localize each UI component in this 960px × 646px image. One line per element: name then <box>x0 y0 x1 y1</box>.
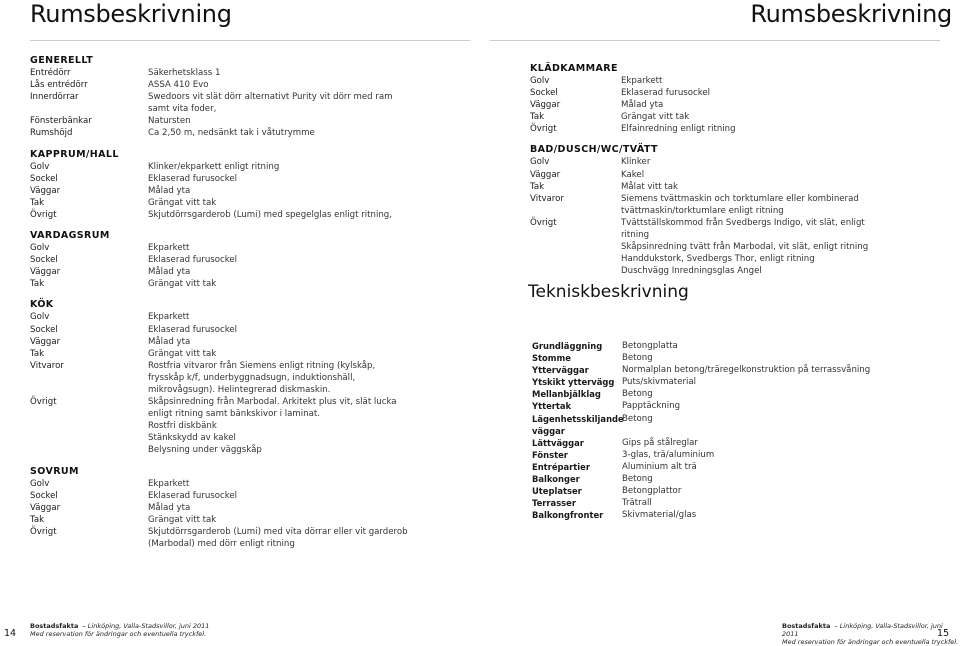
spec-label: Tak <box>30 514 45 525</box>
spec-label: Väggar <box>30 336 61 347</box>
tech-section-title: Tekniskbeskrivning <box>528 282 689 302</box>
spec-row-vitvaror <box>30 360 450 396</box>
spec-label: Golv <box>30 161 50 172</box>
spec-row-innerdorrar <box>30 91 450 115</box>
spec-row-las-entredorr <box>30 79 450 91</box>
spec-label: Tak <box>30 279 45 290</box>
spec-value: Ekparkett <box>148 312 190 323</box>
spec-label: Vitvaror <box>530 193 564 204</box>
spec-value: Aluminium alt trä <box>622 461 697 472</box>
spec-value: 3-glas, trä/aluminium <box>622 449 715 460</box>
spec-row-ovrigt <box>530 217 950 277</box>
spec-value: Eklaserad furusockel <box>621 88 711 99</box>
spec-row-sockel <box>530 87 950 99</box>
spec-value: Betongplatta <box>622 341 678 351</box>
spec-label: Yttertak <box>532 401 572 412</box>
spec-value: Målad yta <box>148 336 191 347</box>
spec-row-sockel <box>30 254 450 266</box>
spec-value: Siemens tvättmaskin och torktumlare eller kombinerad tvättmaskin/torktumlare enligt ritning <box>621 193 859 216</box>
spec-label: Balkongfronter <box>532 510 604 521</box>
spec-value: Skåpsinredning från Marbodal. Arkitekt plus vit, slät lucka enligt ritning samt bänkskivor i laminat. Rostfri diskbänk Stänkskydd av kakel Belysning under väggskåp <box>148 397 397 456</box>
section-heading: GENERELLT <box>30 55 94 66</box>
page-title-right: Rumsbeskrivning <box>750 0 952 28</box>
spec-row-ytskikt-yttervagg <box>532 376 952 388</box>
spec-row-golv <box>30 478 450 490</box>
section-gap <box>30 290 450 299</box>
spec-value: Säkerhetsklass 1 <box>148 68 221 78</box>
spec-label: Golv <box>30 312 50 323</box>
spec-value: Skjutdörrsgarderob (Lumi) med spegelglas enligt ritning, <box>148 209 392 220</box>
spec-value: Ekparkett <box>148 243 190 254</box>
spec-value: Puts/skivmaterial <box>622 377 697 388</box>
spec-row-entrepartier <box>532 461 952 473</box>
spec-row-tak <box>530 181 950 193</box>
spec-row-tak <box>30 348 450 360</box>
section-heading: SOVRUM <box>30 465 79 477</box>
spec-label: Vitvaror <box>30 360 64 371</box>
section-heading: KLÄDKAMMARE <box>530 63 618 74</box>
spec-row-golv <box>30 161 450 173</box>
tech-spec-list <box>532 340 952 521</box>
spec-value: Betong <box>622 389 653 400</box>
spec-value: Målad yta <box>621 100 664 111</box>
spec-label: Ytskikt yttervägg <box>532 377 615 388</box>
header-divider-right <box>490 40 940 41</box>
spec-value: Ca 2,50 m, nedsänkt tak i våtutrymme <box>148 128 315 139</box>
spec-row-vaggar <box>30 185 450 197</box>
spec-label: Väggar <box>30 502 61 513</box>
footer-note: Med reservation för ändringar och eventuella tryckfel. <box>782 638 959 646</box>
spec-label: Grundläggning <box>532 341 603 351</box>
spec-label: Tak <box>30 348 45 359</box>
header-divider-left <box>30 40 470 41</box>
section-sovrum <box>30 466 450 551</box>
spec-row-ovrigt <box>530 123 950 135</box>
spec-row-golv <box>30 242 450 254</box>
spec-value: Målad yta <box>148 185 191 196</box>
spec-value: Skjutdörrsgarderob (Lumi) med vita dörrar eller vit garderob (Marbodal) med dörr enligt ritning <box>148 526 408 549</box>
spec-row-vaggar <box>530 99 950 111</box>
spec-row-sockel <box>30 324 450 336</box>
section-gap <box>30 140 450 149</box>
spec-value: Betong <box>622 353 653 364</box>
spec-label: Golv <box>530 76 550 86</box>
spec-label: Tak <box>30 197 45 208</box>
spec-row-tak <box>30 514 450 526</box>
spec-row-stomme <box>532 352 952 364</box>
spec-label: Sockel <box>30 490 58 501</box>
spec-row-golv <box>530 156 950 168</box>
spec-row-balkonger <box>532 473 952 485</box>
spec-value: Grängat vitt tak <box>148 197 217 208</box>
spec-label: Övrigt <box>530 124 557 135</box>
section-kladkammare <box>530 63 950 135</box>
spec-label: Balkonger <box>532 474 580 485</box>
spec-value: Målat vitt tak <box>621 181 678 192</box>
footer-left <box>30 622 209 638</box>
section-gap <box>30 221 450 230</box>
spec-label: Golv <box>30 478 50 489</box>
footer-place: – Linköping, Valla-Stadsvillor, juni 2011 <box>82 622 210 630</box>
spec-label: Innerdörrar <box>30 92 79 103</box>
page-number-left: 14 <box>4 628 17 639</box>
spec-value: Betong <box>622 474 653 485</box>
spec-value: Rostfria vitvaror från Siemens enligt ritning (kylskåp, frysskåp k/f, underbyggnadsugn, induktionshäll, mikrovågsugn). Helintegrerad diskmaskin. <box>148 360 376 395</box>
spec-label: Entrépartier <box>532 461 590 472</box>
spec-label: Golv <box>30 243 50 254</box>
spec-label: Väggar <box>30 185 61 196</box>
footer-note: Med reservation för ändringar och eventuella tryckfel. <box>30 630 207 638</box>
spec-row-yttervaggar <box>532 364 952 376</box>
spec-label: Övrigt <box>30 397 57 408</box>
spec-row-sockel <box>30 173 450 185</box>
spec-label: Stomme <box>532 353 571 364</box>
spec-label: Rumshöjd <box>30 128 73 139</box>
spec-row-lagenhetsskiljande-vaggar <box>532 413 952 437</box>
footer-brand: Bostadsfakta <box>782 622 831 630</box>
spec-label: Sockel <box>30 324 58 335</box>
spec-row-grundlaggning <box>532 340 952 352</box>
spec-row-vaggar <box>530 169 950 181</box>
spec-value: Papptäckning <box>622 401 681 412</box>
section-heading: KÖK <box>30 299 54 311</box>
spec-value: Ekparkett <box>621 76 663 86</box>
spec-label: Sockel <box>530 88 558 99</box>
section-heading: VARDAGSRUM <box>30 230 110 242</box>
section-heading: KAPPRUM/HALL <box>30 148 119 160</box>
spec-value: Betongplattor <box>622 486 682 497</box>
spec-value: Eklaserad furusockel <box>148 324 238 335</box>
spec-row-ovrigt <box>30 396 450 456</box>
spec-row-yttertak <box>532 400 952 412</box>
spec-value: Normalplan betong/träregelkonstruktion på terrassvåning <box>622 365 871 376</box>
spec-label: Ytterväggar <box>532 365 589 376</box>
spec-row-golv <box>30 311 450 323</box>
spec-row-tak <box>530 111 950 123</box>
section-heading: BAD/DUSCH/WC/TVÄTT <box>530 144 658 156</box>
spec-label: Väggar <box>530 169 561 180</box>
spec-row-ovrigt <box>30 526 450 550</box>
spec-value: Betong <box>622 413 653 424</box>
spec-row-tak <box>30 278 450 290</box>
spec-row-sockel <box>30 490 450 502</box>
spec-row-vaggar <box>30 266 450 278</box>
page-number-right: 15 <box>937 628 950 639</box>
spec-value: Ekparkett <box>148 478 190 489</box>
spec-label: Lägenhetsskiljande väggar <box>532 413 624 436</box>
spec-label: Övrigt <box>530 217 557 228</box>
spec-value: Målad yta <box>148 502 191 513</box>
spec-row-tak <box>30 197 450 209</box>
spec-label: Golv <box>530 157 550 168</box>
section-gap <box>30 457 450 466</box>
spec-value: Grängat vitt tak <box>621 112 690 123</box>
section-vardagsrum <box>30 230 450 290</box>
spec-row-golv <box>530 75 950 87</box>
spec-value: Klinker/ekparkett enligt ritning <box>148 161 280 172</box>
spec-value: Kakel <box>621 169 645 180</box>
spec-row-vitvaror <box>530 193 950 217</box>
spec-label: Lås entrédörr <box>30 80 88 91</box>
spec-value: Målad yta <box>148 267 191 278</box>
footer-right <box>782 622 960 646</box>
spec-label: Tak <box>530 112 545 123</box>
spec-row-fonsterbankar <box>30 115 450 127</box>
spec-value: Eklaserad furusockel <box>148 490 238 501</box>
footer-place: – Linköping, Valla-Stadsvillor, juni 2011 <box>782 622 943 638</box>
section-kapprum-hall <box>30 149 450 221</box>
spec-value: Natursten <box>148 116 191 127</box>
section-gap <box>530 135 950 144</box>
spec-label: Sockel <box>30 255 58 266</box>
room-description-right-column <box>530 63 950 277</box>
spec-row-ovrigt <box>30 209 450 221</box>
spec-value: Grängat vitt tak <box>148 279 217 290</box>
spec-value: Swedoors vit slät dörr alternativt Purity vit dörr med ram samt vita foder, <box>148 92 393 115</box>
spec-value: Elfainredning enligt ritning <box>621 124 736 135</box>
spec-value: Klinker <box>621 157 651 168</box>
spec-label: Uteplatser <box>532 486 582 497</box>
spec-label: Fönsterbänkar <box>30 116 92 127</box>
spec-row-mellanbjalklag <box>532 388 952 400</box>
spec-label: Mellanbjälklag <box>532 389 601 400</box>
footer-brand: Bostadsfakta <box>30 622 79 630</box>
spec-label: Tak <box>530 181 545 192</box>
spec-label: Fönster <box>532 449 568 460</box>
spec-value: Tvättställskommod från Svedbergs Indigo, vit slät, enligt ritning Skåpsinredning tvätt från Marbodal, vit slät, enligt ritning Handdukstork, Svedbergs Thor, enligt ritning Duschvägg Inredningsglas Angel <box>621 217 869 277</box>
spec-value: Eklaserad furusockel <box>148 173 238 184</box>
room-description-left-column <box>30 55 450 550</box>
spec-row-uteplatser <box>532 485 952 497</box>
spec-value: Skivmaterial/glas <box>622 510 697 521</box>
spec-value: Grängat vitt tak <box>148 348 217 359</box>
spec-label: Väggar <box>530 100 561 111</box>
spec-row-rumshojd <box>30 127 450 139</box>
spec-row-lattvaggar <box>532 437 952 449</box>
spec-value: Trätrall <box>622 498 652 509</box>
spec-value: Eklaserad furusockel <box>148 255 238 266</box>
spec-row-fonster <box>532 449 952 461</box>
spec-value: Gips på stålreglar <box>622 437 698 448</box>
spec-value: Grängat vitt tak <box>148 514 217 525</box>
spec-label: Lättväggar <box>532 437 584 448</box>
spec-label: Övrigt <box>30 209 57 220</box>
spec-row-terrasser <box>532 497 952 509</box>
spec-label: Entrédörr <box>30 68 71 78</box>
section-generellt <box>30 55 450 140</box>
spec-label: Terrasser <box>532 498 576 509</box>
spec-row-balkongfronter <box>532 509 952 521</box>
spec-label: Sockel <box>30 173 58 184</box>
spec-row-vaggar <box>30 336 450 348</box>
spec-row-vaggar <box>30 502 450 514</box>
spec-value: ASSA 410 Evo <box>148 80 209 91</box>
section-kok <box>30 299 450 456</box>
spec-row-entredorr <box>30 67 450 79</box>
page-title-left: Rumsbeskrivning <box>30 0 232 28</box>
spec-label: Övrigt <box>30 526 57 537</box>
spec-label: Väggar <box>30 267 61 278</box>
section-bad-dusch-wc-tvatt <box>530 144 950 277</box>
